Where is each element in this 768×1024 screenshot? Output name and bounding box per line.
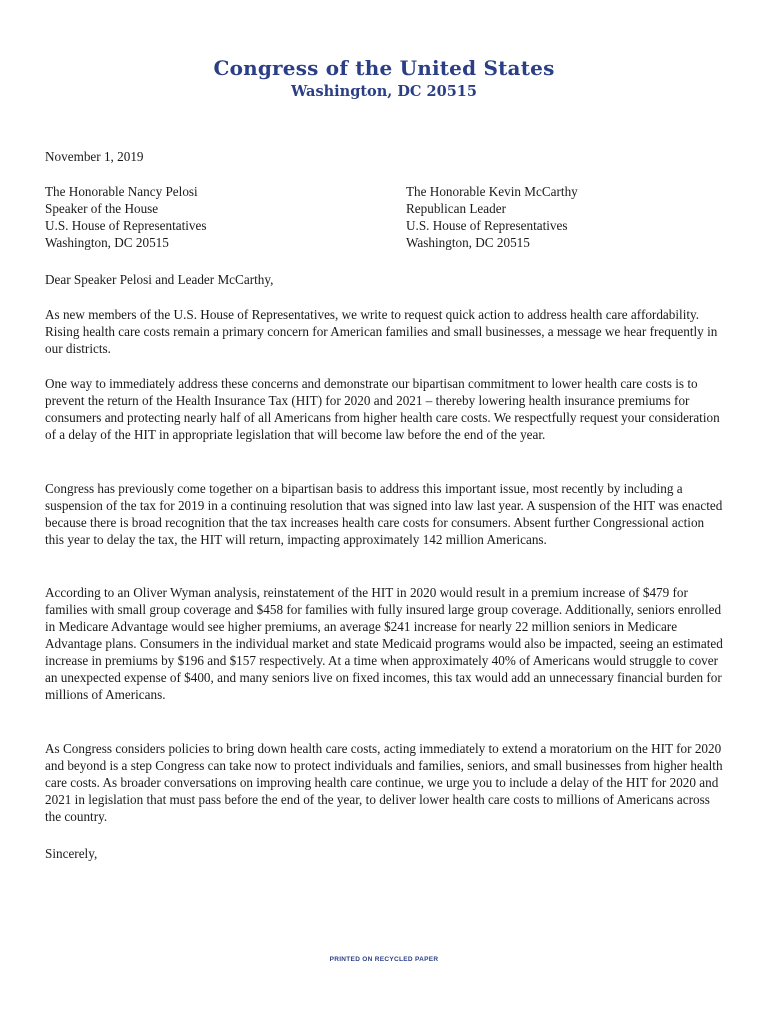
letter-date: November 1, 2019 [45, 149, 144, 164]
recycled-paper-footer: PRINTED ON RECYCLED PAPER [329, 956, 439, 963]
recipient-line: U.S. House of Representatives [45, 218, 207, 233]
recipient-line: The Honorable Nancy Pelosi [45, 184, 198, 199]
salutation: Dear Speaker Pelosi and Leader McCarthy, [45, 272, 274, 287]
body-paragraph: Congress has previously come together on a bipartisan basis to address this important issue, most recently by including a suspension of the tax for 2019 in a continuing resolution that was signed into law last year. A suspension of the HIT was enacted because there is broad recognition that the tax increases health care costs for consumers. Absent further Congressional action this year to delay the tax, the HIT will return, impacting approximately 142 million Americans. [45, 481, 723, 547]
letterhead-title: Congress of the United States [213, 56, 555, 80]
recipient-address-right [406, 183, 578, 251]
recipient-line: The Honorable Kevin McCarthy [406, 184, 578, 199]
recipient-address-left [45, 183, 207, 251]
closing: Sincerely, [45, 846, 98, 861]
recipient-line: Speaker of the House [45, 201, 159, 216]
body-paragraph: According to an Oliver Wyman analysis, reinstatement of the HIT in 2020 would result in a premium increase of $479 for families with small group coverage and $458 for families with fully insured large group coverage. Additionally, seniors enrolled in Medicare Advantage would see higher premiums, an average $241 increase for nearly 22 million seniors in Medicare Advantage plans. Consumers in the individual market and state Medicaid programs would also be impacted, seeing an estimated increase in premiums by $196 and $157 respectively. At a time when approximately 40% of Americans would struggle to cover an unexpected expense of $400, and many seniors live on fixed incomes, this tax would add an unnecessary financial burden for millions of Americans. [45, 585, 723, 702]
recipient-line: Republican Leader [406, 201, 506, 216]
letterhead [0, 56, 768, 100]
body-paragraph: One way to immediately address these concerns and demonstrate our bipartisan commitment to lower health care costs is to prevent the return of the Health Insurance Tax (HIT) for 2020 and 2021 – thereby lowering health insurance premiums for consumers and protecting nearly half of all Americans from higher health care costs. We respectfully request your consideration of a delay of the HIT in appropriate legislation that will become law before the end of the year. [45, 376, 720, 442]
body-paragraph: As new members of the U.S. House of Representatives, we write to request quick action to address health care affordability. Rising health care costs remain a primary concern for American families and small businesses, a message we hear frequently in our districts. [45, 307, 718, 356]
recipient-line: Washington, DC 20515 [406, 235, 530, 250]
recipient-line: Washington, DC 20515 [45, 235, 169, 250]
letterhead-subtitle: Washington, DC 20515 [291, 83, 477, 100]
body-paragraph: As Congress considers policies to bring down health care costs, acting immediately to extend a moratorium on the HIT for 2020 and beyond is a step Congress can take now to protect individuals and families, seniors, and small businesses from higher health care costs. As broader conversations on improving health care continue, we urge you to include a delay of the HIT for 2020 and 2021 in legislation that must pass before the end of the year, to deliver lower health care costs to millions of Americans across the country. [45, 741, 723, 824]
recipient-line: U.S. House of Representatives [406, 218, 568, 233]
